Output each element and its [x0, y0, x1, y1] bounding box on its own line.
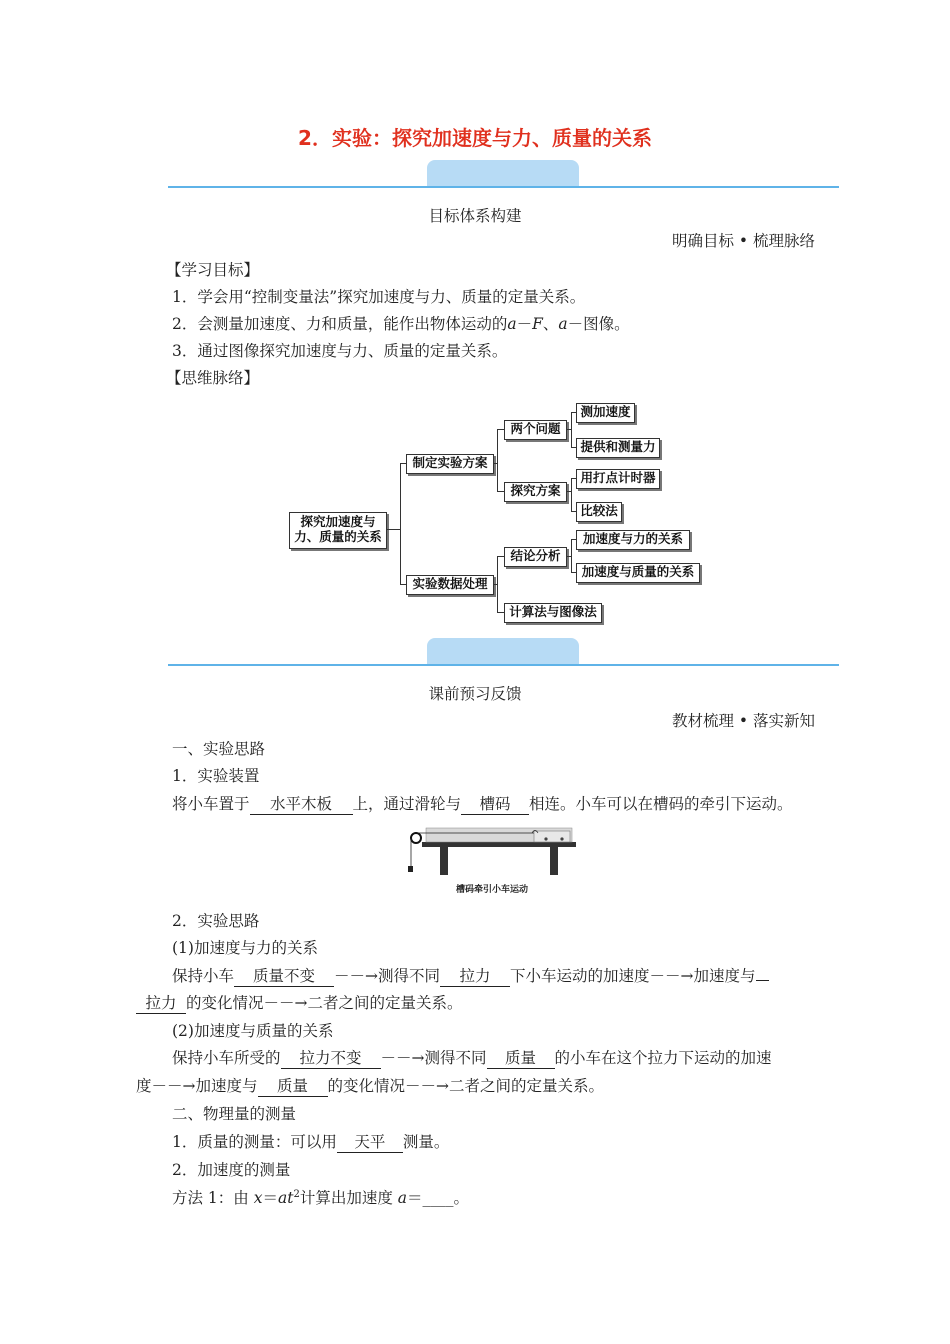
mindmap-node-plan-options: 探究方案 — [504, 482, 567, 502]
mindmap-leaf-provide-force: 提供和测量力 — [576, 438, 660, 458]
connector — [497, 491, 504, 492]
blank-answer: 拉力 — [440, 966, 510, 987]
section-title-goals: 目标体系构建 — [428, 207, 522, 225]
connector — [571, 539, 572, 572]
mindmap-root: 探究加速度与 力、质量的关系 — [289, 512, 387, 549]
blank-answer: 拉力不变 — [281, 1048, 381, 1069]
connector — [571, 412, 572, 447]
figure-caption: 槽码牵引小车运动 — [455, 885, 528, 895]
subheading-idea: 2．实验思路 — [172, 912, 260, 930]
goals-header: 【学习目标】 — [166, 261, 260, 279]
heading-measurement: 二、物理量的测量 — [172, 1105, 297, 1123]
subheading-acc-measure: 2．加速度的测量 — [172, 1161, 291, 1179]
section-band-tab — [427, 160, 579, 186]
paragraph-method1: 方法 1：由 $x=at^2$计算出加速度 a＝____。 — [172, 1189, 470, 1207]
subheading-acc-mass: (2)加速度与质量的关系 — [172, 1022, 334, 1040]
mindmap-node-plan: 制定实验方案 — [406, 454, 494, 474]
section-subtitle-goals: 明确目标 • 梳理脉络 — [672, 232, 815, 250]
goal-item-3: 3．通过图像探究加速度与力、质量的定量关系。 — [172, 342, 508, 360]
mindmap-leaf-acc-mass: 加速度与质量的关系 — [576, 563, 700, 583]
mindmap-node-data: 实验数据处理 — [406, 575, 494, 595]
paragraph-acc-mass-line2: 度－－→加速度与 质量 的变化情况－－→二者之间的定量关系。 — [136, 1077, 604, 1095]
mindmap-leaf-timer: 用打点计时器 — [576, 469, 660, 489]
blank-answer-start — [756, 980, 769, 981]
mindmap-leaf-compare: 比较法 — [576, 502, 622, 522]
blank-answer: 质量 — [487, 1048, 555, 1069]
paragraph-acc-force-line2: 拉力 的变化情况－－→二者之间的定量关系。 — [136, 991, 463, 1014]
mindmap-node-conclusion: 结论分析 — [504, 547, 567, 567]
paragraph-acc-force-line1: 保持小车 质量不变 －－→测得不同 拉力 下小车运动的加速度－－→加速度与 — [172, 964, 769, 987]
goal-item-2: 2．会测量加速度、力和质量，能作出物体运动的a－F、a－图像。 — [172, 315, 630, 333]
subheading-acc-force: (1)加速度与力的关系 — [172, 939, 318, 957]
paragraph-mass-measure: 1．质量的测量：可以用 天平 测量。 — [172, 1133, 450, 1151]
connector — [400, 463, 401, 584]
paragraph-apparatus: 将小车置于 水平木板 上，通过滑轮与 槽码 相连。小车可以在槽码的牵引下运动。 — [172, 795, 793, 813]
section-subtitle-preview: 教材梳理 • 落实新知 — [672, 712, 815, 730]
heading-experiment-idea: 一、实验思路 — [172, 740, 266, 758]
blank-answer: 拉力 — [136, 993, 186, 1014]
blank-answer: 质量 — [258, 1076, 328, 1097]
connector — [497, 429, 498, 491]
connector — [571, 478, 572, 511]
connector — [386, 529, 400, 530]
mindmap-header: 【思维脉络】 — [166, 369, 260, 387]
page-title: 2．实验：探究加速度与力、质量的关系 — [298, 126, 652, 150]
blank-answer: 水平木板 — [250, 794, 353, 815]
subheading-apparatus: 1．实验装置 — [172, 767, 260, 785]
section-band-line — [168, 664, 839, 666]
mindmap-leaf-acc-force: 加速度与力的关系 — [576, 530, 690, 550]
connector — [497, 556, 504, 557]
section-band-line — [168, 186, 839, 188]
blank-answer: 质量不变 — [234, 966, 334, 987]
mindmap-node-calc-graph: 计算法与图像法 — [504, 603, 602, 623]
blank-answer: 槽码 — [461, 794, 529, 815]
connector — [497, 556, 498, 612]
mindmap-leaf-measure-acceleration: 测加速度 — [576, 403, 635, 423]
connector — [497, 612, 504, 613]
section-band-tab — [427, 638, 579, 664]
blank-answer: 天平 — [337, 1132, 403, 1153]
section-title-preview: 课前预习反馈 — [428, 685, 522, 703]
goal-item-1: 1．学会用“控制变量法”探究加速度与力、质量的定量关系。 — [172, 288, 586, 306]
paragraph-acc-mass-line1: 保持小车所受的 拉力不变 －－→测得不同 质量 的小车在这个拉力下运动的加速 — [172, 1049, 772, 1067]
mindmap-node-two-questions: 两个问题 — [504, 420, 567, 440]
connector — [497, 429, 504, 430]
